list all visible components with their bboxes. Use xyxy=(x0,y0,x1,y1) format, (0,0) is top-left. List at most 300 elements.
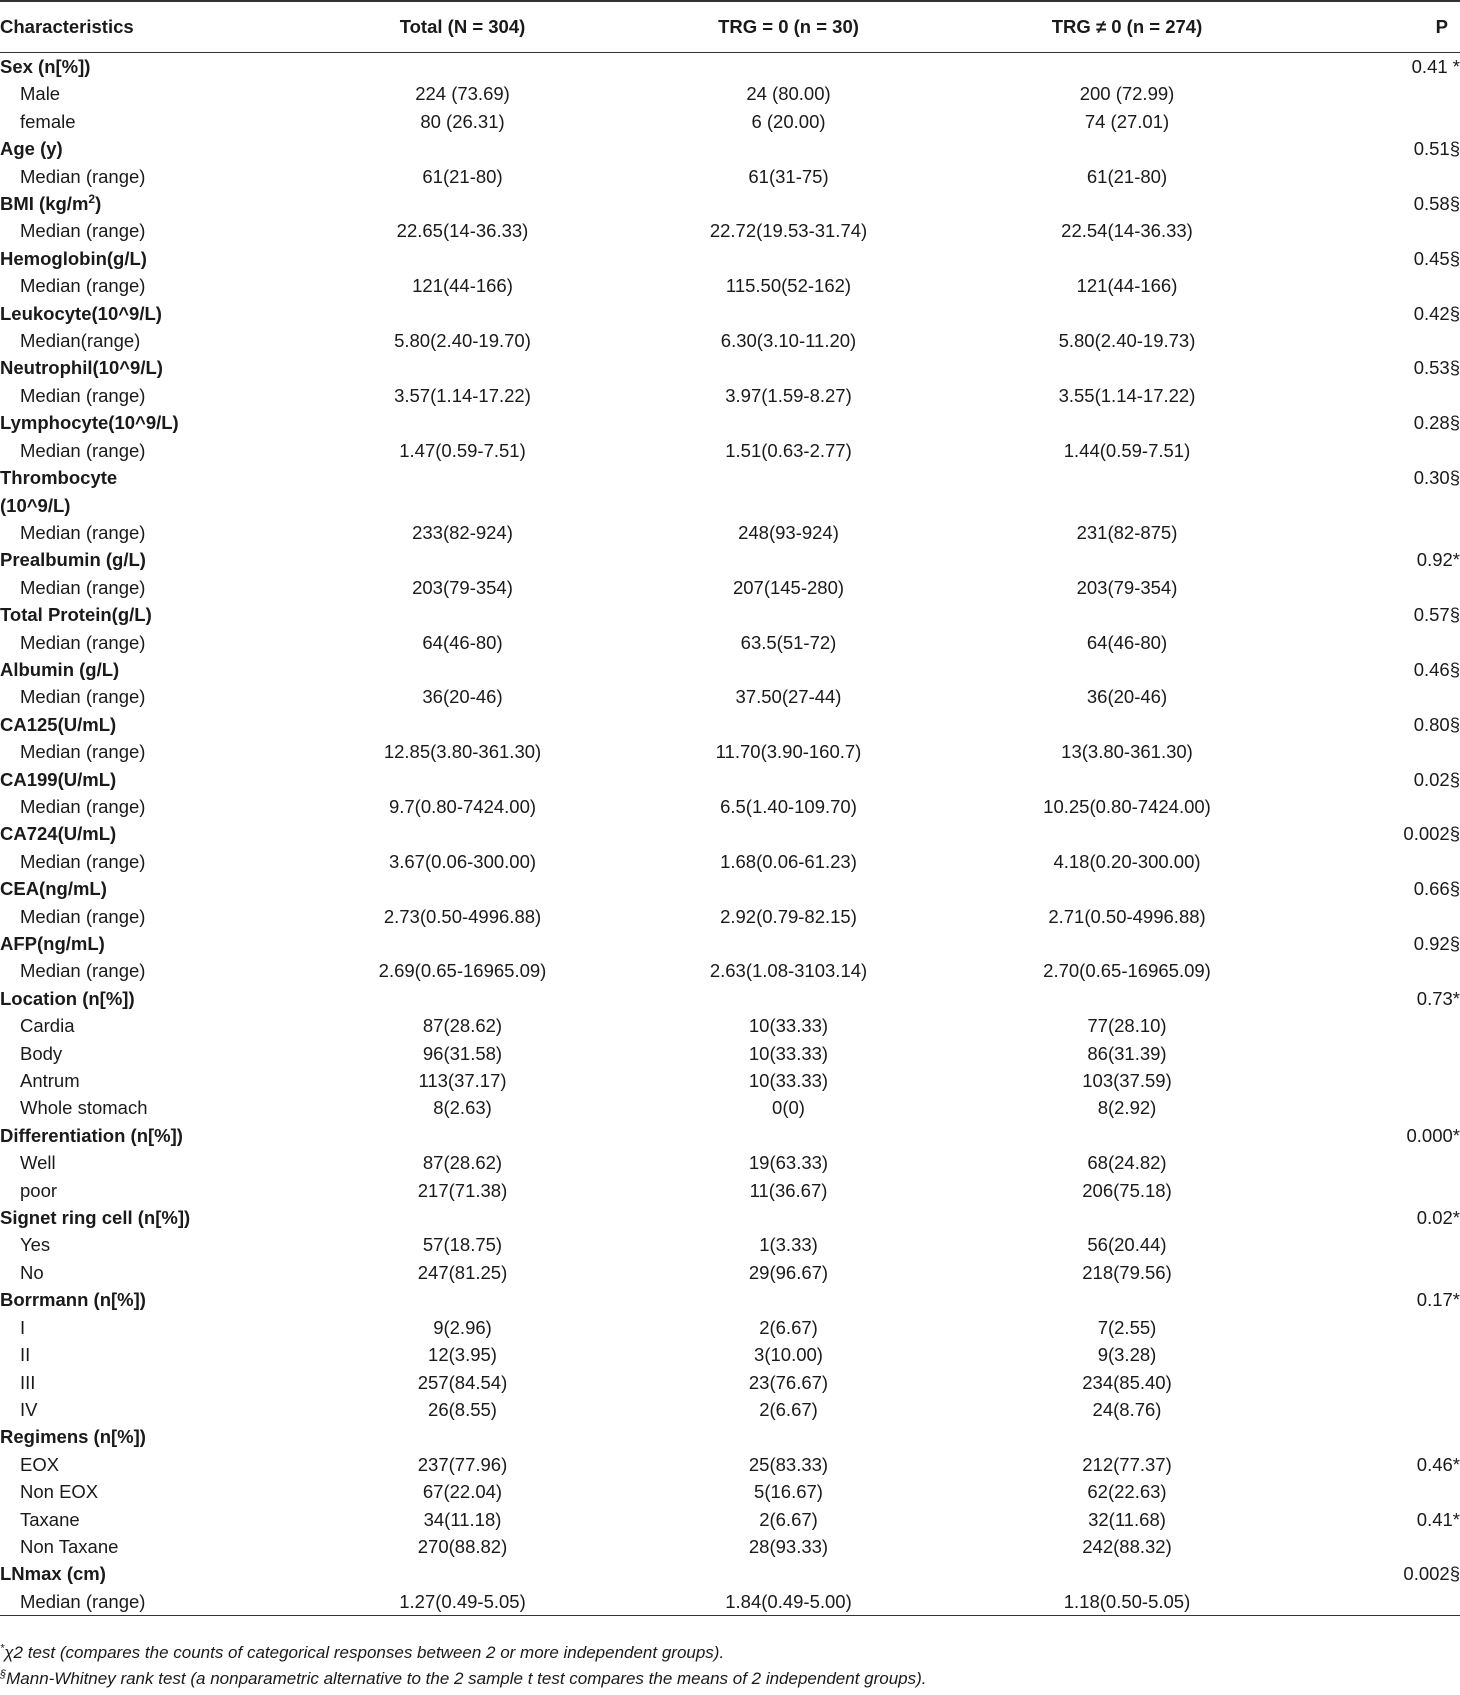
table-row xyxy=(0,135,1460,162)
table-row xyxy=(0,1067,1460,1094)
cell-p-value: 0.58§ xyxy=(1413,193,1460,215)
cell-p-value: 0.30§ xyxy=(1413,467,1460,489)
cell-trg-0: 11(36.67) xyxy=(749,1179,828,1201)
cell-trg-0: 5(16.67) xyxy=(754,1481,823,1503)
cell-trg-not-0 xyxy=(957,464,1297,491)
table-row xyxy=(0,1314,1460,1341)
table-row xyxy=(0,1012,1460,1039)
table-row xyxy=(0,848,1460,875)
cell-p-value: 0.92§ xyxy=(1413,933,1460,954)
cell-trg-not-0 xyxy=(957,711,1297,738)
footnote-mark-section: § xyxy=(0,1668,7,1681)
cell-trg-not-0: 32(11.68) xyxy=(1088,1508,1166,1530)
row-label: Median (range) xyxy=(20,384,146,406)
cell-total: 57(18.75) xyxy=(422,1234,503,1256)
row-label: Cardia xyxy=(20,1015,75,1037)
row-label-text: ) xyxy=(95,193,102,215)
cell-trg-0 xyxy=(620,1286,957,1313)
cell-trg-not-0: 3.55(1.14-17.22) xyxy=(1058,384,1196,406)
cell-p-value xyxy=(1297,848,1460,875)
cell-p-value: 0.17* xyxy=(1416,1289,1460,1311)
cell-p-value: 0.46§ xyxy=(1413,658,1460,680)
cell-trg-0: 207(145-280) xyxy=(732,576,845,598)
table-row xyxy=(0,1478,1460,1505)
cell-total xyxy=(305,1423,620,1450)
table-row xyxy=(0,738,1460,765)
cell-total: 26(8.55) xyxy=(428,1398,497,1420)
cell-trg-0 xyxy=(620,53,957,81)
header-trg-0: TRG = 0 (n = 30) xyxy=(620,1,957,53)
header-characteristics: Characteristics xyxy=(0,1,305,53)
row-label: Yes xyxy=(20,1234,51,1256)
cell-trg-not-0: 206(75.18) xyxy=(1082,1179,1172,1201)
row-label-superscript: 2 xyxy=(88,191,96,206)
cell-p-value xyxy=(1297,1369,1460,1396)
cell-trg-not-0: 242(88.32) xyxy=(1082,1535,1172,1557)
cell-total xyxy=(305,875,620,902)
cell-trg-0: 2(6.67) xyxy=(759,1398,818,1420)
cell-trg-not-0: 36(20-46) xyxy=(1086,686,1168,708)
cell-trg-not-0: 212(77.37) xyxy=(1082,1453,1172,1475)
row-label: Antrum xyxy=(20,1070,80,1092)
footnote-text: χ2 test (compares the counts of categorical responses between 2 or more independent groups). xyxy=(4,1643,725,1662)
cell-total: 2.73(0.50-4996.88) xyxy=(383,905,542,927)
row-label: Median (range) xyxy=(20,686,146,708)
table-row xyxy=(0,1259,1460,1286)
cell-trg-not-0 xyxy=(957,930,1297,957)
cell-p-value xyxy=(1297,1177,1460,1204)
row-label: Location (n[%]) xyxy=(0,987,135,1009)
row-label: Median (range) xyxy=(0,1588,305,1616)
cell-p-value: 0.92* xyxy=(1416,549,1460,571)
cell-trg-0 xyxy=(620,1560,957,1587)
cell-trg-not-0 xyxy=(957,656,1297,683)
row-label: Median (range) xyxy=(20,795,146,817)
cell-trg-0: 24 (80.00) xyxy=(746,83,831,105)
cell-p-value xyxy=(1297,574,1460,601)
table-row xyxy=(0,245,1460,272)
table-row xyxy=(0,793,1460,820)
cell-trg-0 xyxy=(620,464,957,491)
cell-trg-not-0: 86(31.39) xyxy=(1087,1042,1167,1064)
table-row xyxy=(0,574,1460,601)
cell-trg-0 xyxy=(620,300,957,327)
cell-p-value: 0.02§ xyxy=(1413,768,1460,790)
row-label: Median (range) xyxy=(20,905,146,927)
cell-trg-0: 2.92(0.79-82.15) xyxy=(720,905,857,927)
row-label: Median (range) xyxy=(20,850,146,872)
table-row xyxy=(0,464,1460,491)
cell-total: 12(3.95) xyxy=(428,1344,497,1366)
cell-trg-0: 115.50(52-162) xyxy=(725,275,852,297)
table-row xyxy=(0,108,1460,135)
row-label: IV xyxy=(20,1398,38,1420)
row-label: Taxane xyxy=(20,1508,80,1530)
cell-total: 67(22.04) xyxy=(422,1481,503,1503)
cell-trg-0: 25(83.33) xyxy=(748,1453,829,1475)
cell-p-value: 0.41 * xyxy=(1411,56,1460,77)
cell-p-value xyxy=(1297,1396,1460,1423)
cell-p-value xyxy=(1297,108,1460,135)
footnote-text: Mann-Whitney rank test (a nonparametric alternative to the 2 sample t test compares the means of 2 independent groups). xyxy=(6,1669,927,1688)
table-row xyxy=(0,190,1460,217)
cell-total: 217(71.38) xyxy=(417,1179,508,1201)
table-row xyxy=(0,492,1460,519)
cell-total xyxy=(305,190,620,217)
row-label: Prealbumin (g/L) xyxy=(0,549,146,571)
cell-p-value: 0.51§ xyxy=(1413,138,1460,160)
cell-trg-0: 63.5(51-72) xyxy=(740,631,837,653)
table-row xyxy=(0,957,1460,984)
cell-total: 1.47(0.59-7.51) xyxy=(399,439,526,461)
cell-trg-not-0 xyxy=(957,1286,1297,1313)
table-row xyxy=(0,354,1460,381)
cell-trg-not-0: 2.70(0.65-16965.09) xyxy=(1043,960,1211,982)
cell-p-value xyxy=(1297,1533,1460,1560)
cell-trg-0 xyxy=(620,766,957,793)
table-row xyxy=(0,683,1460,710)
cell-total: 8(2.63) xyxy=(433,1097,492,1119)
row-label: Median (range) xyxy=(20,631,146,653)
cell-trg-0: 28(93.33) xyxy=(748,1535,829,1557)
cell-trg-0: 11.70(3.90-160.7) xyxy=(715,741,862,763)
row-label: LNmax (cm) xyxy=(0,1563,106,1585)
row-label: AFP(ng/mL) xyxy=(0,933,105,954)
cell-p-value xyxy=(1297,437,1460,464)
table-header-row xyxy=(0,1,1460,53)
cell-trg-not-0 xyxy=(957,135,1297,162)
cell-total: 87(28.62) xyxy=(422,1015,503,1037)
cell-total xyxy=(305,985,620,1012)
cell-trg-not-0: 121(44-166) xyxy=(1076,275,1178,297)
row-label: CA724(U/mL) xyxy=(0,823,117,845)
row-label: I xyxy=(20,1316,26,1338)
cell-p-value xyxy=(1297,793,1460,820)
table-row xyxy=(0,1149,1460,1176)
cell-total xyxy=(305,354,620,381)
cell-total xyxy=(305,1286,620,1313)
cell-p-value xyxy=(1297,683,1460,710)
cell-p-value: 0.002§ xyxy=(1403,1563,1460,1585)
row-label: Male xyxy=(20,83,61,105)
cell-total xyxy=(305,1204,620,1231)
cell-total xyxy=(305,1560,620,1587)
cell-trg-0: 1.84(0.49-5.00) xyxy=(620,1588,957,1616)
cell-trg-not-0 xyxy=(957,1122,1297,1149)
cell-trg-not-0: 218(79.56) xyxy=(1082,1261,1172,1283)
table-row xyxy=(0,1506,1460,1533)
cell-p-value xyxy=(1297,492,1460,519)
cell-trg-0 xyxy=(620,492,957,519)
row-label: Median (range) xyxy=(20,165,146,187)
cell-total xyxy=(305,930,620,957)
cell-total: 237(77.96) xyxy=(417,1453,508,1475)
cell-trg-not-0: 64(46-80) xyxy=(1086,631,1168,653)
row-label: Age (y) xyxy=(0,138,63,160)
cell-trg-0: 1.68(0.06-61.23) xyxy=(720,850,857,872)
row-label: Median (range) xyxy=(20,439,146,461)
row-label: II xyxy=(20,1344,31,1366)
cell-total: 34(11.18) xyxy=(423,1508,502,1530)
cell-trg-0: 3.97(1.59-8.27) xyxy=(725,384,852,406)
cell-trg-0 xyxy=(620,1122,957,1149)
cell-trg-0: 61(31-75) xyxy=(748,165,829,187)
table-row xyxy=(0,327,1460,354)
table-row xyxy=(0,437,1460,464)
cell-trg-not-0 xyxy=(957,492,1297,519)
row-label: female xyxy=(20,110,76,132)
table-row xyxy=(0,1533,1460,1560)
cell-total xyxy=(305,53,620,81)
cell-trg-0: 1(3.33) xyxy=(759,1234,818,1256)
cell-total: 2.69(0.65-16965.09) xyxy=(378,960,547,982)
cell-trg-not-0: 10.25(0.80-7424.00) xyxy=(1043,795,1211,817)
row-label: EOX xyxy=(20,1453,60,1475)
cell-trg-not-0: 61(21-80) xyxy=(1086,165,1168,187)
cell-p-value: 0.45§ xyxy=(1413,247,1460,269)
cell-trg-0: 10(33.33) xyxy=(748,1015,829,1037)
cell-trg-0 xyxy=(620,409,957,436)
cell-trg-0 xyxy=(620,820,957,847)
cell-p-value xyxy=(1297,629,1460,656)
table-row xyxy=(0,409,1460,436)
row-label-text: BMI (kg/m xyxy=(0,193,89,215)
table-row xyxy=(0,382,1460,409)
cell-p-value xyxy=(1297,382,1460,409)
cell-p-value: 0.57§ xyxy=(1413,604,1460,626)
cell-total: 3.67(0.06-300.00) xyxy=(388,850,537,872)
cell-total xyxy=(305,601,620,628)
row-label: Hemoglobin(g/L) xyxy=(0,247,147,269)
table-row xyxy=(0,53,1460,81)
cell-total: 9.7(0.80-7424.00) xyxy=(388,795,537,817)
cell-total: 9(2.96) xyxy=(433,1316,492,1338)
cell-trg-0 xyxy=(620,930,957,957)
cell-trg-0: 2(6.67) xyxy=(759,1508,818,1530)
table-row xyxy=(0,1423,1460,1450)
cell-p-value: 0.42§ xyxy=(1413,302,1460,324)
cell-trg-not-0: 103(37.59) xyxy=(1082,1070,1172,1092)
row-label: III xyxy=(20,1371,36,1393)
row-label: (10^9/L) xyxy=(0,494,71,516)
cell-p-value: 0.000* xyxy=(1406,1124,1460,1146)
table-row xyxy=(0,903,1460,930)
table-row xyxy=(0,1369,1460,1396)
cell-p-value: 0.02* xyxy=(1416,1207,1460,1229)
table-row xyxy=(0,546,1460,573)
cell-total xyxy=(305,656,620,683)
cell-trg-not-0: 9(3.28) xyxy=(1097,1344,1157,1366)
cell-trg-0: 10(33.33) xyxy=(748,1042,829,1064)
table-row xyxy=(0,875,1460,902)
table-row xyxy=(0,217,1460,244)
cell-total: 22.65(14-36.33) xyxy=(396,220,529,242)
row-label: Lymphocyte(10^9/L) xyxy=(0,412,179,434)
cell-total xyxy=(305,766,620,793)
row-label: Leukocyte(10^9/L) xyxy=(0,302,162,324)
cell-total xyxy=(305,820,620,847)
cell-trg-not-0 xyxy=(957,409,1297,436)
cell-p-value xyxy=(1297,1478,1460,1505)
cell-total: 5.80(2.40-19.70) xyxy=(394,330,531,352)
cell-trg-not-0: 2.71(0.50-4996.88) xyxy=(1048,905,1206,927)
cell-p-value: 0.53§ xyxy=(1413,357,1460,379)
cell-trg-0: 2.63(1.08-3103.14) xyxy=(709,960,868,982)
cell-trg-not-0 xyxy=(957,766,1297,793)
row-label: Well xyxy=(20,1152,56,1174)
cell-p-value: 0.66§ xyxy=(1413,878,1460,900)
row-label: Sex (n[%]) xyxy=(0,56,91,77)
cell-trg-0 xyxy=(620,985,957,1012)
cell-p-value xyxy=(1297,1012,1460,1039)
cell-p-value xyxy=(1297,1094,1460,1121)
cell-p-value xyxy=(1297,1149,1460,1176)
row-label: Median (range) xyxy=(20,576,146,598)
table-row xyxy=(0,766,1460,793)
table-row xyxy=(0,1204,1460,1231)
row-label: Median (range) xyxy=(20,521,146,543)
cell-trg-not-0: 1.18(0.50-5.05) xyxy=(957,1588,1297,1616)
cell-trg-not-0: 8(2.92) xyxy=(1097,1097,1157,1119)
row-label: Borrmann (n[%]) xyxy=(0,1289,146,1311)
cell-total xyxy=(305,464,620,491)
cell-trg-0 xyxy=(620,546,957,573)
cell-p-value: 0.28§ xyxy=(1413,412,1460,434)
row-label: Median (range) xyxy=(20,960,146,982)
cell-p-value xyxy=(1297,957,1460,984)
cell-p-value xyxy=(1297,1067,1460,1094)
cell-p-value xyxy=(1297,1259,1460,1286)
table-row xyxy=(0,1094,1460,1121)
cell-p-value xyxy=(1297,903,1460,930)
cell-trg-not-0: 22.54(14-36.33) xyxy=(1061,220,1193,242)
table-row xyxy=(0,300,1460,327)
cell-total xyxy=(305,245,620,272)
table-row xyxy=(0,985,1460,1012)
cell-p-value: 0.002§ xyxy=(1403,823,1460,845)
cell-trg-0: 22.72(19.53-31.74) xyxy=(709,220,868,242)
cell-trg-not-0 xyxy=(957,1560,1297,1587)
cell-p-value xyxy=(1297,1040,1460,1067)
cell-total: 12.85(3.80-361.30) xyxy=(383,741,542,763)
cell-trg-0: 0(0) xyxy=(772,1097,805,1119)
cell-trg-0: 29(96.67) xyxy=(748,1261,829,1283)
cell-trg-0: 10(33.33) xyxy=(748,1070,829,1092)
cell-trg-0: 6 (20.00) xyxy=(751,110,826,132)
cell-trg-not-0: 13(3.80-361.30) xyxy=(1061,741,1193,763)
cell-p-value xyxy=(1297,327,1460,354)
cell-trg-not-0: 62(22.63) xyxy=(1087,1481,1167,1503)
cell-total: 96(31.58) xyxy=(422,1042,503,1064)
cell-total xyxy=(305,711,620,738)
cell-trg-0 xyxy=(620,601,957,628)
row-label: Body xyxy=(20,1042,63,1064)
cell-trg-0 xyxy=(620,135,957,162)
cell-p-value: 0.46* xyxy=(1416,1453,1460,1475)
cell-total: 36(20-46) xyxy=(422,686,503,708)
row-label: Median (range) xyxy=(20,275,146,297)
cell-trg-not-0: 68(24.82) xyxy=(1087,1152,1167,1174)
table-row xyxy=(0,1451,1460,1478)
cell-trg-not-0 xyxy=(957,300,1297,327)
table-row xyxy=(0,163,1460,190)
cell-p-value xyxy=(1297,519,1460,546)
row-label: CA199(U/mL) xyxy=(0,768,117,790)
cell-trg-not-0 xyxy=(957,245,1297,272)
row-label: Albumin (g/L) xyxy=(0,658,120,680)
cell-trg-0: 248(93-924) xyxy=(738,521,839,543)
cell-trg-not-0: 1.44(0.59-7.51) xyxy=(1063,439,1191,461)
row-label: Median (range) xyxy=(20,220,146,242)
cell-trg-not-0 xyxy=(957,53,1297,81)
cell-total: 87(28.62) xyxy=(422,1152,503,1174)
row-label: Regimens (n[%]) xyxy=(0,1426,146,1448)
row-label: Median (range) xyxy=(20,741,146,763)
cell-trg-not-0 xyxy=(957,1423,1297,1450)
cell-trg-0: 37.50(27-44) xyxy=(735,686,842,708)
row-label: Signet ring cell (n[%]) xyxy=(0,1207,191,1229)
cell-p-value xyxy=(1297,1423,1460,1450)
row-label: Thrombocyte xyxy=(0,467,118,489)
row-label: Median(range) xyxy=(20,330,141,352)
cell-trg-0 xyxy=(620,656,957,683)
row-label: Differentiation (n[%]) xyxy=(0,1124,183,1146)
table-row xyxy=(0,1396,1460,1423)
cell-total xyxy=(305,300,620,327)
table-row xyxy=(0,1231,1460,1258)
cell-p-value xyxy=(1297,738,1460,765)
row-label xyxy=(0,190,305,217)
cell-total: 3.57(1.14-17.22) xyxy=(394,384,531,406)
row-label: Non Taxane xyxy=(20,1535,119,1557)
table-row xyxy=(0,711,1460,738)
cell-trg-0 xyxy=(620,354,957,381)
cell-trg-0 xyxy=(620,245,957,272)
cell-total: 270(88.82) xyxy=(417,1535,508,1557)
cell-p-value xyxy=(1297,1314,1460,1341)
cell-trg-not-0: 74 (27.01) xyxy=(1084,110,1170,132)
table-row xyxy=(0,930,1460,957)
cell-trg-0: 2(6.67) xyxy=(759,1316,818,1338)
cell-trg-not-0: 56(20.44) xyxy=(1087,1234,1167,1256)
cell-total xyxy=(305,492,620,519)
table-footnotes xyxy=(0,1640,1460,1692)
cell-trg-not-0 xyxy=(957,1204,1297,1231)
cell-total: 80 (26.31) xyxy=(420,110,505,132)
cell-p-value: 0.73* xyxy=(1416,987,1460,1009)
row-label: Neutrophil(10^9/L) xyxy=(0,357,163,379)
table-row xyxy=(0,519,1460,546)
cell-trg-not-0: 234(85.40) xyxy=(1082,1371,1172,1393)
cell-trg-0: 19(63.33) xyxy=(748,1152,829,1174)
table-row xyxy=(0,272,1460,299)
row-label: CA125(U/mL) xyxy=(0,713,117,735)
cell-trg-not-0: 7(2.55) xyxy=(1097,1316,1157,1338)
cell-total: 64(46-80) xyxy=(422,631,503,653)
table-row xyxy=(0,656,1460,683)
cell-total xyxy=(305,135,620,162)
cell-total: 247(81.25) xyxy=(417,1261,508,1283)
row-label: No xyxy=(20,1261,44,1283)
cell-trg-not-0: 203(79-354) xyxy=(1076,576,1178,598)
cell-total: 113(37.17) xyxy=(418,1070,507,1092)
table-row xyxy=(0,820,1460,847)
cell-p-value xyxy=(1297,1588,1460,1616)
cell-trg-not-0 xyxy=(957,820,1297,847)
cell-trg-not-0: 231(82-875) xyxy=(1076,521,1178,543)
table-body xyxy=(0,53,1460,1616)
footnote-chi-square xyxy=(0,1640,1460,1666)
